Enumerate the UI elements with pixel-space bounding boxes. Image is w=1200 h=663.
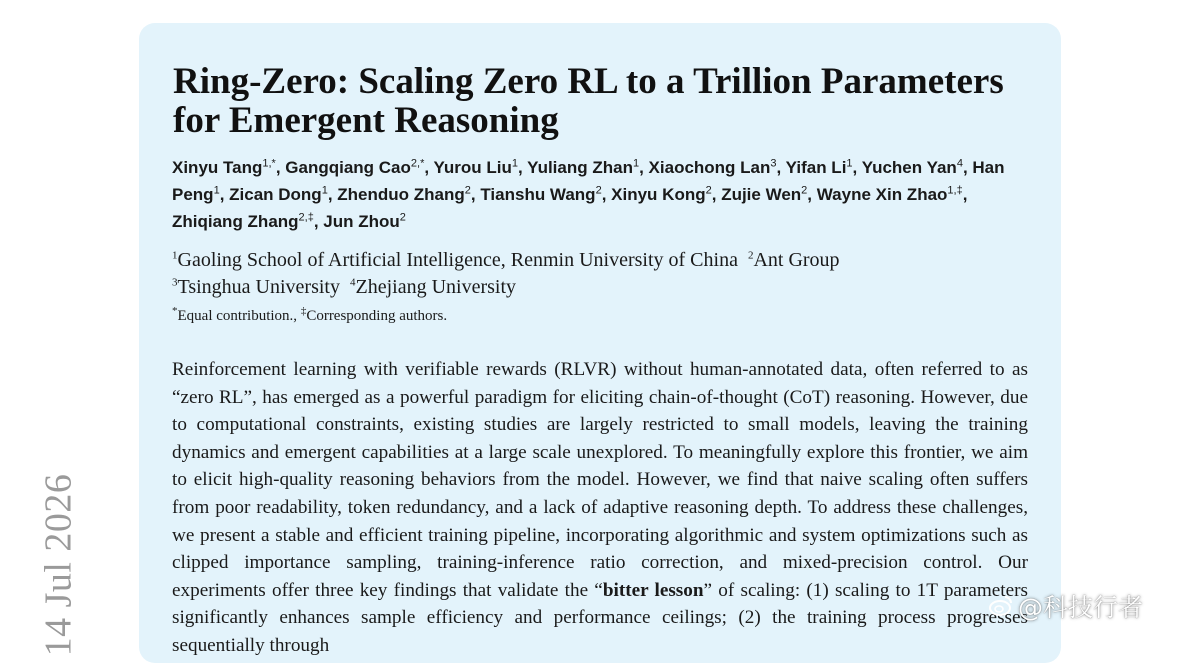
arxiv-date-stamp bbox=[28, 470, 88, 660]
author-affiliation-sup: 1 bbox=[511, 157, 519, 170]
equal-contribution-text: Equal contribution., bbox=[177, 308, 298, 324]
affiliation-name: Tsinghua University bbox=[177, 276, 340, 298]
author-entry bbox=[862, 158, 963, 177]
author-entry bbox=[817, 185, 963, 204]
date-stamp-text: 14 Jul 2026 bbox=[37, 473, 80, 657]
author-affiliation-sup: 1,‡ bbox=[947, 184, 963, 197]
author-name: Xinyu Tang bbox=[172, 158, 263, 177]
author-name: Zican Dong bbox=[229, 185, 322, 204]
author-name: Tianshu Wang bbox=[480, 185, 596, 204]
author-affiliation-sup: 2 bbox=[464, 184, 471, 197]
author-affiliation-sup: 2 bbox=[705, 184, 712, 197]
affiliation-sup: 2 bbox=[747, 249, 754, 262]
author-entry bbox=[337, 185, 471, 204]
author-name: Yifan Li bbox=[785, 158, 847, 177]
author-name: Zujie Wen bbox=[721, 185, 802, 204]
author-affiliation-sup: 1,* bbox=[262, 157, 276, 170]
paper-card bbox=[139, 23, 1061, 663]
corresponding-author-mark: ‡ bbox=[300, 305, 307, 317]
author-name: Xiaochong Lan bbox=[648, 158, 771, 177]
author-entry bbox=[480, 185, 601, 204]
author-affiliation-sup: 4 bbox=[956, 157, 963, 170]
author-entry bbox=[323, 212, 406, 231]
author-affiliation-sup: 2 bbox=[801, 184, 808, 197]
author-entry bbox=[172, 212, 314, 231]
abstract-part-1: Reinforcement learning with verifiable rewards (RLVR) without human-annotated data, often referred to as “zero RL”, has emerged as a powerful paradigm for eliciting chain-of-thought (CoT) reasoning. However, due to computational constraints, existing studies are largely restricted to small models, leaving the training dynamics and emergent capabilities at a large scale unexplored. To meaningfully explore this frontier, we aim to elicit high-quality reasoning behaviors from the model. However, we find that naive scaling often suffers from poor readability, token redundancy, and a lack of adaptive reasoning depth. To address these challenges, we present a stable and efficient training pipeline, incorporating algorithmic and system optimizations such as clipped importance sampling, training-inference ratio correction, and mixed-precision control. Our experiments offer three key findings that validate the “ bbox=[172, 359, 1028, 601]
author-affiliation-sup: 2 bbox=[595, 184, 602, 197]
author-name: Xinyu Kong bbox=[611, 185, 706, 204]
affiliation-sup: 1 bbox=[172, 249, 178, 262]
abstract-part-2: ” of scaling: (1) scaling to 1T parameters significantly enhances sample efficiency and performance ceilings; (2) the training process progresses sequentially through bbox=[172, 579, 1028, 656]
paper-title: Ring-Zero: Scaling Zero RL to a Trillion Parameters for Emergent Reasoning bbox=[173, 61, 1004, 141]
author-name: Yuliang Zhan bbox=[527, 158, 633, 177]
affiliation-sup: 4 bbox=[349, 276, 356, 289]
equal-contribution-mark: * bbox=[172, 305, 178, 317]
abstract-text bbox=[172, 356, 1028, 660]
affiliation-name: Gaoling School of Artificial Intelligence, Renmin University of China bbox=[177, 249, 738, 271]
affiliation-name: Zhejiang University bbox=[355, 276, 517, 298]
author-name: Zhiqiang Zhang bbox=[172, 212, 299, 231]
author-affiliation-sup: 1 bbox=[846, 157, 853, 170]
author-name: Yuchen Yan bbox=[861, 158, 957, 177]
author-name: Gangqiang Cao bbox=[285, 158, 411, 177]
abstract-bold-phrase: bitter lesson bbox=[602, 579, 704, 601]
affiliation-line-1 bbox=[172, 246, 1032, 274]
author-name: Zhenduo Zhang bbox=[337, 185, 465, 204]
author-entry bbox=[649, 158, 777, 177]
author-name: Yurou Liu bbox=[433, 158, 512, 177]
corresponding-author-text: Corresponding authors. bbox=[306, 308, 448, 324]
author-entry bbox=[285, 158, 424, 177]
watermark-text: @科技行者 bbox=[1018, 593, 1144, 622]
author-entry bbox=[229, 185, 328, 204]
author-entry bbox=[434, 158, 519, 177]
author-entry bbox=[786, 158, 853, 177]
author-affiliation-sup: 3 bbox=[770, 157, 777, 170]
author-affiliation-sup: 2,* bbox=[410, 157, 425, 170]
watermark bbox=[988, 588, 1143, 624]
author-list: Xinyu Tang$^{1,*}$, Gangqiang Cao$^{2,*}$, Yurou Liu$^1$, Yuliang Zhan$^1$, Xiaochong Lan$^3$, Yifan Li$^1$, Yuchen Yan$^4$, Han Peng$^1$, Zican Dong$^1$, Zhenduo Zhang$^2$, Tianshu Wang$^2$, Xinyu Kong$^2$, Zujie Wen$^2$, Wayne Xin Zhao$^{1,\ddagger}$, Zhiqiang Zhang$^{2,\ddagger}$, Jun Zhou$^2$ bbox=[172, 157, 1005, 231]
author-entry bbox=[611, 185, 712, 204]
author-name: Han Peng bbox=[172, 158, 1005, 204]
author-entry bbox=[527, 158, 639, 177]
author-entry bbox=[721, 185, 807, 204]
affiliation-sup: 3 bbox=[172, 276, 178, 289]
author-entry bbox=[172, 158, 276, 177]
author-affiliation-sup: 1 bbox=[213, 184, 220, 197]
author-name: Jun Zhou bbox=[323, 212, 400, 231]
affiliation-line-2 bbox=[172, 273, 1032, 301]
author-affiliation-sup: 1 bbox=[321, 184, 328, 197]
affiliation-name: Ant Group bbox=[753, 249, 840, 271]
author-affiliation-sup: 2,‡ bbox=[298, 211, 314, 224]
contribution-note bbox=[172, 305, 1032, 327]
author-affiliation-sup: 1 bbox=[632, 157, 640, 170]
author-name: Wayne Xin Zhao bbox=[816, 185, 948, 204]
weibo-like-icon bbox=[988, 593, 1014, 619]
author-affiliation-sup: 2 bbox=[399, 211, 406, 224]
